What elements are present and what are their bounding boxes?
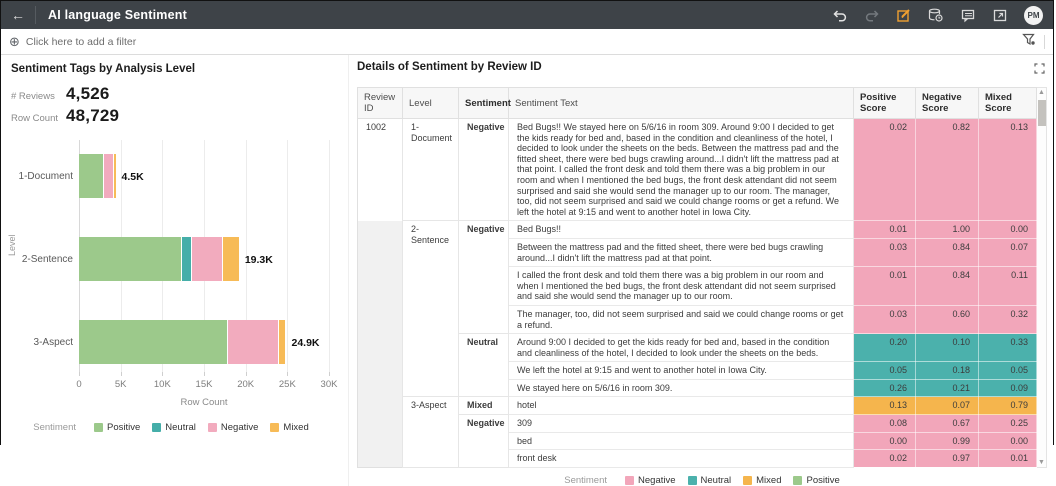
add-filter-label: Click here to add a filter	[25, 35, 137, 48]
table-body	[358, 119, 1037, 468]
bar-segment-negative[interactable]	[192, 237, 223, 281]
bar-segment-mixed[interactable]	[223, 237, 240, 281]
legend-item-mixed[interactable]	[743, 475, 781, 486]
cell-review-id-repeat	[358, 362, 403, 380]
top-bar	[1, 1, 1053, 29]
bar-segment-positive[interactable]	[79, 237, 182, 281]
table-row	[358, 415, 1037, 433]
column-header-mixed-score[interactable]: Mixed Score	[979, 88, 1037, 119]
x-tick-label: 10K	[153, 379, 171, 390]
cell-sentiment-text[interactable]: We stayed here on 5/6/16 in room 309.	[509, 379, 854, 397]
cell-sentiment-text[interactable]: hotel	[509, 397, 854, 415]
table-panel	[348, 55, 1053, 486]
table-row	[358, 119, 1037, 221]
cell-sentiment-text[interactable]: We left the hotel at 9:15 and went to another hotel in Iowa City.	[509, 362, 854, 380]
cell-review-id-repeat	[358, 432, 403, 450]
cell-score-mixed[interactable]: 0.79	[979, 397, 1037, 415]
bar-segment-negative[interactable]	[104, 154, 114, 198]
legend-label: Neutral	[165, 422, 196, 433]
gridline	[329, 140, 330, 372]
x-tick-label: 20K	[237, 379, 255, 390]
cell-score-negative[interactable]: 0.82	[916, 119, 979, 221]
cell-score-negative[interactable]: 0.60	[916, 305, 979, 333]
filter-bar	[1, 29, 1053, 55]
table-row	[358, 221, 1037, 239]
cell-score-mixed[interactable]: 0.25	[979, 415, 1037, 433]
legend-title: Sentiment	[564, 474, 608, 486]
scrollbar-thumb[interactable]	[1038, 100, 1046, 126]
cell-score-mixed[interactable]: 0.07	[979, 238, 1037, 266]
chart-panel	[1, 55, 348, 486]
cell-score-negative[interactable]: 0.84	[916, 267, 979, 306]
cell-score-positive[interactable]: 0.13	[854, 397, 916, 415]
bar-1-document[interactable]	[79, 154, 117, 198]
category-label: 3-Aspect	[33, 337, 73, 348]
y-axis-title: Level	[7, 234, 17, 256]
cell-score-mixed[interactable]: 0.33	[979, 334, 1037, 362]
cell-score-mixed[interactable]: 0.09	[979, 379, 1037, 397]
kpi-label: Row Count	[11, 113, 58, 124]
bar-segment-positive[interactable]	[79, 320, 228, 364]
legend-label: Negative	[638, 474, 676, 486]
column-header-sentiment-text[interactable]: Sentiment Text	[509, 88, 854, 119]
cell-review-id-repeat	[358, 267, 403, 306]
bar-segment-neutral[interactable]	[182, 237, 193, 281]
maximize-icon[interactable]	[1034, 61, 1045, 79]
chart-legend	[11, 422, 331, 433]
legend-swatch	[793, 476, 802, 485]
scroll-up-icon[interactable]: ▲	[1038, 89, 1045, 96]
cell-review-id[interactable]: 1002	[358, 119, 403, 221]
cell-score-positive[interactable]: 0.08	[854, 415, 916, 433]
filter-options-icon[interactable]	[1022, 33, 1036, 51]
cell-score-positive[interactable]: 0.05	[854, 362, 916, 380]
bar-total-label: 19.3K	[244, 254, 273, 266]
legend-swatch	[743, 476, 752, 485]
cell-review-id-repeat	[358, 238, 403, 266]
table-legend	[357, 475, 1047, 486]
cell-review-id-repeat	[358, 334, 403, 362]
table-row	[358, 397, 1037, 415]
refresh-data-icon[interactable]	[928, 8, 943, 23]
cell-sentiment-text[interactable]: 309	[509, 415, 854, 433]
legend-item-positive[interactable]	[793, 475, 839, 486]
kpi-row-count	[11, 106, 348, 126]
cell-score-negative[interactable]: 0.18	[916, 362, 979, 380]
legend-label: Neutral	[700, 474, 732, 486]
cell-score-negative[interactable]: 0.84	[916, 238, 979, 266]
axis-tick	[204, 372, 205, 376]
divider	[1044, 35, 1045, 49]
cell-review-id-repeat	[358, 397, 403, 415]
cell-score-positive[interactable]: 0.03	[854, 305, 916, 333]
cell-sentiment-text[interactable]: front desk	[509, 450, 854, 468]
table-row	[358, 334, 1037, 362]
bar-3-aspect[interactable]	[79, 320, 286, 364]
bar-total-label: 24.9K	[291, 337, 320, 349]
scroll-down-icon[interactable]: ▼	[1038, 458, 1045, 466]
column-header-sentiment[interactable]: Sentiment	[459, 88, 509, 119]
cell-sentiment-text[interactable]: The manager, too, did not seem surprised and said we could change rooms or get a refund.	[509, 305, 854, 333]
legend-item-negative[interactable]	[208, 422, 259, 433]
legend-swatch	[152, 423, 161, 432]
cell-level[interactable]: 3-Aspect	[403, 397, 459, 467]
cell-review-id-repeat	[358, 221, 403, 239]
legend-label: Positive	[806, 474, 840, 486]
cell-sentiment[interactable]: Negative	[459, 415, 509, 468]
legend-swatch	[625, 476, 634, 485]
cell-score-negative[interactable]: 0.67	[916, 415, 979, 433]
open-in-window-icon[interactable]	[992, 8, 1007, 23]
bar-segment-positive[interactable]	[79, 154, 104, 198]
add-filter-button[interactable]	[9, 35, 136, 48]
axis-tick	[162, 372, 163, 376]
x-tick-label: 0	[76, 379, 82, 390]
cell-score-mixed[interactable]: 0.32	[979, 305, 1037, 333]
cell-score-mixed[interactable]: 0.05	[979, 362, 1037, 380]
legend-swatch	[208, 423, 217, 432]
bar-total-label: 4.5K	[121, 171, 144, 183]
kpi-tiles	[11, 84, 348, 126]
column-header-negative-score[interactable]: Negative Score	[916, 88, 979, 119]
add-filter-icon: ⊕	[9, 34, 20, 49]
column-header-review-id[interactable]: Review ID	[358, 88, 403, 119]
cell-review-id-repeat	[358, 305, 403, 333]
cell-score-mixed[interactable]: 0.00	[979, 221, 1037, 239]
cell-score-positive[interactable]: 0.20	[854, 334, 916, 362]
legend-label: Positive	[107, 422, 141, 433]
cell-level[interactable]: 1-Document	[403, 119, 459, 221]
cell-score-positive[interactable]: 0.02	[854, 119, 916, 221]
chart-title: Sentiment Tags by Analysis Level	[11, 63, 196, 75]
user-avatar[interactable]: PM	[1024, 6, 1043, 25]
x-tick-label: 5K	[114, 379, 127, 390]
axis-tick	[329, 372, 330, 376]
axis-tick	[79, 372, 80, 376]
bar-2-sentence[interactable]	[79, 237, 240, 281]
cell-score-positive[interactable]: 0.03	[854, 238, 916, 266]
legend-label: Mixed	[756, 474, 782, 486]
legend-item-positive[interactable]	[94, 422, 140, 433]
cell-sentiment-text[interactable]: I called the front desk and told them there was a big problem in our room and when I mentioned the bed bugs, the front desk attendant did not seem surprised and said she would send the manager up to our room.	[509, 267, 854, 306]
x-tick-label: 30K	[320, 379, 338, 390]
cell-score-mixed[interactable]: 0.11	[979, 267, 1037, 306]
legend-item-mixed[interactable]	[270, 422, 308, 433]
kpi-value: 48,729	[66, 106, 120, 125]
bar-segment-negative[interactable]	[228, 320, 279, 364]
cell-sentiment-text[interactable]: Around 9:00 I decided to get the kids ready for bed and, based in the condition and cleanliness of the hotel, I decided to look under the sheets on the beds.	[509, 334, 854, 362]
cell-score-mixed[interactable]: 0.01	[979, 450, 1037, 468]
legend-item-neutral[interactable]	[688, 475, 732, 486]
cell-score-mixed[interactable]: 0.13	[979, 119, 1037, 221]
cell-sentiment[interactable]: Negative	[459, 221, 509, 334]
cell-score-negative[interactable]: 0.99	[916, 432, 979, 450]
category-label: 2-Sentence	[21, 254, 73, 265]
cell-review-id-repeat	[358, 379, 403, 397]
kpi-label: # Reviews	[11, 91, 55, 102]
edit-icon[interactable]	[896, 8, 911, 23]
cell-sentiment[interactable]: Negative	[459, 119, 509, 221]
legend-label: Negative	[220, 422, 259, 433]
column-header-positive-score[interactable]: Positive Score	[854, 88, 916, 119]
bar-segment-mixed[interactable]	[114, 154, 117, 198]
legend-swatch	[688, 476, 697, 485]
cell-sentiment-text[interactable]: bed	[509, 432, 854, 450]
kpi-value: 4,526	[66, 84, 110, 103]
axis-tick	[121, 372, 122, 376]
divider	[35, 6, 36, 24]
cell-score-mixed[interactable]: 0.00	[979, 432, 1037, 450]
cell-sentiment[interactable]: Neutral	[459, 334, 509, 397]
legend-item-neutral[interactable]	[152, 422, 196, 433]
cell-score-positive[interactable]: 0.26	[854, 379, 916, 397]
kpi-reviews	[11, 84, 348, 104]
redo-icon[interactable]	[864, 8, 879, 23]
legend-swatch	[94, 423, 103, 432]
category-label: 1-Document	[18, 171, 73, 182]
axis-tick	[246, 372, 247, 376]
cell-review-id-repeat	[358, 450, 403, 468]
cell-score-negative[interactable]: 1.00	[916, 221, 979, 239]
cell-score-negative[interactable]: 0.21	[916, 379, 979, 397]
cell-score-positive[interactable]: 0.02	[854, 450, 916, 468]
legend-item-negative[interactable]	[625, 475, 676, 486]
stacked-bar-chart	[7, 138, 345, 440]
cell-score-positive[interactable]: 0.01	[854, 221, 916, 239]
cell-score-positive[interactable]: 0.01	[854, 267, 916, 306]
legend-label: Mixed	[283, 422, 309, 433]
cell-sentiment-text[interactable]: Between the mattress pad and the fitted sheet, there were bed bugs crawling around...I didn't lift the mattress pad at that point.	[509, 238, 854, 266]
legend-title: Sentiment	[33, 422, 77, 433]
cell-score-negative[interactable]: 0.07	[916, 397, 979, 415]
axis-tick	[287, 372, 288, 376]
comments-icon[interactable]	[960, 8, 975, 23]
canvas	[1, 55, 1053, 486]
x-axis-title: Row Count	[180, 397, 228, 408]
cell-sentiment-text[interactable]: Bed Bugs!!	[509, 221, 854, 239]
cell-sentiment-text[interactable]: Bed Bugs!! We stayed here on 5/6/16 in room 309. Around 9:00 I decided to get the kids ready for bed and, based in the condition and cleanliness of the hotel, I decided to look under the sheets on the beds. Between the mattress pad and the fitted sheet, there were bed bugs crawling around...I didn't lift the mattress pad at that point. I called the front desk and told them there was a big problem in our room and when I mentioned the bed bugs, the front desk attendant did not seem surprised and said she would send the manager up to our room. The manager, too, did not seem surprised and said we could change rooms or get a refund. We left the hotel at 9:15 and went to another hotel in Iowa City.	[509, 119, 854, 221]
x-tick-label: 25K	[278, 379, 296, 390]
cell-score-positive[interactable]: 0.00	[854, 432, 916, 450]
column-header-level[interactable]: Level	[403, 88, 459, 119]
cell-sentiment[interactable]: Mixed	[459, 397, 509, 415]
toolbar	[832, 6, 1053, 25]
table-title: Details of Sentiment by Review ID	[357, 61, 542, 73]
gridline	[287, 140, 288, 372]
legend-swatch	[270, 423, 279, 432]
cell-score-negative[interactable]: 0.10	[916, 334, 979, 362]
cell-review-id-repeat	[358, 415, 403, 433]
back-button[interactable]: ←	[11, 7, 25, 23]
table-header-row	[358, 88, 1037, 119]
x-tick-label: 15K	[195, 379, 213, 390]
vertical-scrollbar[interactable]	[1037, 87, 1047, 468]
sentiment-table	[357, 87, 1037, 468]
page-title: AI language Sentiment	[48, 8, 187, 22]
cell-level[interactable]: 2-Sentence	[403, 221, 459, 397]
bar-segment-mixed[interactable]	[279, 320, 287, 364]
cell-score-negative[interactable]: 0.97	[916, 450, 979, 468]
undo-icon[interactable]	[832, 8, 847, 23]
